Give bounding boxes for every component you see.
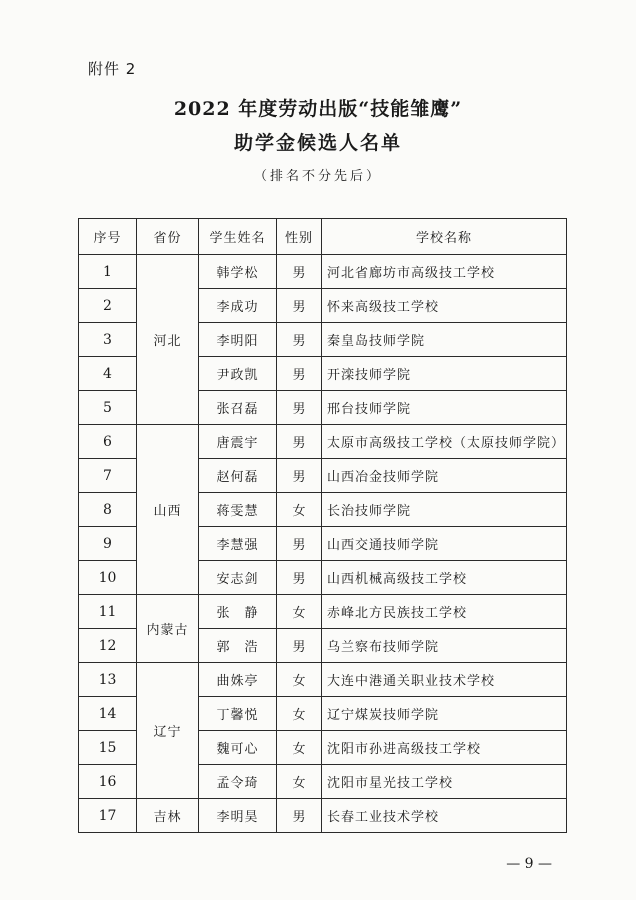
table-row (79, 255, 567, 289)
header-name: 学生姓名 (199, 219, 277, 255)
row-number: 8 (79, 493, 137, 527)
student-gender: 女 (277, 493, 322, 527)
row-number: 11 (79, 595, 137, 629)
student-gender: 女 (277, 595, 322, 629)
student-gender: 女 (277, 663, 322, 697)
student-gender: 男 (277, 459, 322, 493)
student-name: 安志剑 (199, 561, 277, 595)
student-gender: 女 (277, 765, 322, 799)
school-name: 大连中港通关职业技术学校 (322, 663, 567, 697)
student-gender: 男 (277, 799, 322, 833)
student-name: 魏可心 (199, 731, 277, 765)
student-gender: 男 (277, 323, 322, 357)
student-name: 唐震宇 (199, 425, 277, 459)
candidate-table (78, 218, 567, 833)
student-gender: 男 (277, 561, 322, 595)
table-row (79, 425, 567, 459)
row-number: 2 (79, 289, 137, 323)
row-number: 5 (79, 391, 137, 425)
table-body (79, 255, 567, 833)
student-name: 李明阳 (199, 323, 277, 357)
province-cell: 内蒙古 (137, 595, 199, 663)
province-cell: 吉林 (137, 799, 199, 833)
student-name: 韩学松 (199, 255, 277, 289)
page-number: — 9 — (506, 856, 552, 872)
row-number: 4 (79, 357, 137, 391)
student-gender: 男 (277, 425, 322, 459)
school-name: 山西冶金技师学院 (322, 459, 567, 493)
school-name: 赤峰北方民族技工学校 (322, 595, 567, 629)
ranking-note: （排名不分先后） (253, 169, 382, 184)
student-name: 张召磊 (199, 391, 277, 425)
row-number: 17 (79, 799, 137, 833)
table-header-row (79, 219, 567, 255)
student-gender: 男 (277, 391, 322, 425)
student-gender: 男 (277, 629, 322, 663)
school-name: 沈阳市星光技工学校 (322, 765, 567, 799)
row-number: 14 (79, 697, 137, 731)
school-name: 怀来高级技工学校 (322, 289, 567, 323)
student-gender: 男 (277, 527, 322, 561)
school-name: 山西交通技师学院 (322, 527, 567, 561)
school-name: 乌兰察布技师学院 (322, 629, 567, 663)
student-name: 孟令琦 (199, 765, 277, 799)
school-name: 山西机械高级技工学校 (322, 561, 567, 595)
student-name: 李慧强 (199, 527, 277, 561)
row-number: 1 (79, 255, 137, 289)
student-name: 李成功 (199, 289, 277, 323)
school-name: 辽宁煤炭技师学院 (322, 697, 567, 731)
row-number: 9 (79, 527, 137, 561)
row-number: 15 (79, 731, 137, 765)
row-number: 3 (79, 323, 137, 357)
province-cell: 山西 (137, 425, 199, 595)
row-number: 13 (79, 663, 137, 697)
school-name: 开滦技师学院 (322, 357, 567, 391)
row-number: 7 (79, 459, 137, 493)
student-name: 赵何磊 (199, 459, 277, 493)
header-school: 学校名称 (322, 219, 567, 255)
header-no: 序号 (79, 219, 137, 255)
school-name: 长春工业技术学校 (322, 799, 567, 833)
student-name: 郭 浩 (199, 629, 277, 663)
document-title: 2022 年度劳动出版“技能雏鹰” (173, 98, 463, 120)
header-province: 省份 (137, 219, 199, 255)
student-gender: 女 (277, 731, 322, 765)
student-name: 曲姝亭 (199, 663, 277, 697)
school-name: 秦皇岛技师学院 (322, 323, 567, 357)
attachment-label: 附件 2 (88, 60, 137, 78)
student-gender: 女 (277, 697, 322, 731)
student-gender: 男 (277, 255, 322, 289)
school-name: 沈阳市孙进高级技工学校 (322, 731, 567, 765)
province-cell: 辽宁 (137, 663, 199, 799)
row-number: 16 (79, 765, 137, 799)
school-name: 长治技师学院 (322, 493, 567, 527)
student-name: 李明昊 (199, 799, 277, 833)
student-name: 丁馨悦 (199, 697, 277, 731)
student-name: 尹政凯 (199, 357, 277, 391)
student-gender: 男 (277, 357, 322, 391)
student-name: 张 静 (199, 595, 277, 629)
header-gender: 性别 (277, 219, 322, 255)
row-number: 12 (79, 629, 137, 663)
student-name: 蒋雯慧 (199, 493, 277, 527)
school-name: 太原市高级技工学校（太原技师学院） (322, 425, 567, 459)
table-row (79, 663, 567, 697)
school-name: 邢台技师学院 (322, 391, 567, 425)
province-cell: 河北 (137, 255, 199, 425)
student-gender: 男 (277, 289, 322, 323)
document-subtitle: 助学金候选人名单 (233, 132, 402, 154)
table-row (79, 799, 567, 833)
row-number: 10 (79, 561, 137, 595)
school-name: 河北省廊坊市高级技工学校 (322, 255, 567, 289)
row-number: 6 (79, 425, 137, 459)
table-row (79, 595, 567, 629)
